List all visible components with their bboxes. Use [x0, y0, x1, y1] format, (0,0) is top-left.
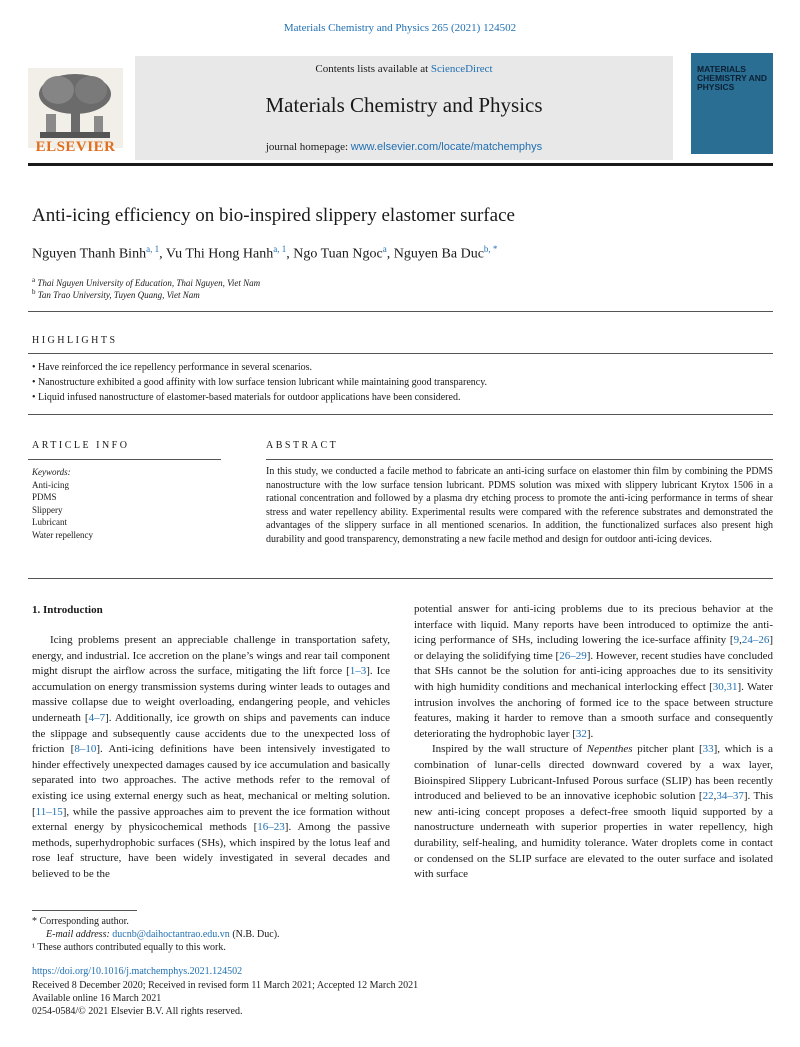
- abstract-text: In this study, we conducted a facile method to fabricate an anti-icing surface on elastomer thin film by combining the PDMS nanostructure with the low surface tension lubricant. PDMS solution was mixed with slippery lubricant Krytox 1506 in a rational concentration and followed by a plasma dry etching process to promote the anti-icing performance in terms of shear stress and water repellency ability. Experimental results were compared with the reference substrates and demonstrated the advantages of the slippery surface in all mentioned scenarios. In addition, the functionalized surfaces also present high durability and good transparency, demonstrating a new facile method and design for outdoor anti-icing devices.: [266, 466, 773, 545]
- article-title: Anti-icing efficiency on bio-inspired slippery elastomer surface: [32, 205, 515, 226]
- body-right-column: [414, 602, 773, 883]
- affiliation-key: b: [32, 288, 36, 296]
- affiliation-text: Tan Trao University, Tuyen Quang, Viet Nam: [37, 290, 200, 300]
- homepage-link[interactable]: www.elsevier.com/locate/matchemphys: [350, 141, 543, 153]
- affiliation-a: [32, 276, 260, 288]
- keyword: PDMS: [32, 492, 57, 503]
- affiliation-text: Thai Nguyen University of Education, Thai Nguyen, Viet Nam: [37, 278, 261, 288]
- author-affiliation-marker[interactable]: b, *: [483, 244, 498, 254]
- journal-title: Materials Chemistry and Physics: [265, 93, 543, 117]
- available-online: Available online 16 March 2021: [32, 993, 162, 1004]
- citation-link[interactable]: 1–3: [349, 665, 367, 678]
- citation-link[interactable]: 4–7: [88, 711, 106, 724]
- footnote-corresponding: * Corresponding author.: [32, 916, 129, 927]
- citation-link[interactable]: 24–26: [741, 634, 770, 647]
- citation-link[interactable]: 11–15: [35, 805, 63, 818]
- footnote-email: [46, 929, 280, 940]
- highlights-heading: HIGHLIGHTS: [32, 335, 118, 346]
- keyword: Water repellency: [32, 529, 93, 540]
- author-affiliation-marker[interactable]: a, 1: [146, 244, 160, 254]
- header-rule: [28, 163, 773, 166]
- sciencedirect-link[interactable]: ScienceDirect: [430, 63, 493, 75]
- elsevier-logo-text: ELSEVIER: [35, 139, 116, 155]
- citation-link[interactable]: 8–10: [74, 743, 97, 756]
- author-list: Nguyen Thanh Binh$^{a, 1}$, Vu Thi Hong Hanh$^{a, 1}$, Ngo Tuan Ngoc$^a$, Nguyen Ba Duc$^{b, *}$: [32, 244, 498, 262]
- keywords-list: [32, 466, 93, 542]
- footnote-equal-contribution: ¹ These authors contributed equally to this work.: [32, 942, 226, 953]
- italic-term: Nepenthes: [586, 743, 633, 756]
- citation-link[interactable]: 26–29: [559, 649, 587, 662]
- citation-link[interactable]: 16–23: [257, 821, 285, 834]
- divider: [266, 459, 773, 460]
- citation-link[interactable]: 33: [702, 743, 714, 756]
- journal-cover-thumbnail[interactable]: [691, 53, 773, 154]
- keywords-label: Keywords:: [32, 467, 71, 477]
- keyword: Anti-icing: [32, 479, 69, 490]
- citation-link[interactable]: 32: [575, 727, 587, 740]
- author-affiliation-marker[interactable]: a: [382, 244, 387, 254]
- divider: [28, 414, 773, 415]
- email-suffix: (N.B. Duc).: [229, 929, 280, 940]
- citation-link[interactable]: 22: [702, 790, 714, 803]
- body-left-column: Icing problems present an appreciable challenge in transportation safety, energy, and industrial. Ice accretion on the plane’s wings and rear tail component might disrupt the airflow across the surface, mitigating the lift force [1–3]. Ice accumulation on energy transmission systems during winter leads to outages and massive collapse due to weight overloading, endangering people, and vehicles underneath [4–7]. Additionally, ice growth on ships and pavements can induce the slippage and subsequently cause accidents due to the unexpected loss of friction [8–10]. Anti-icing definitions have been intensively investigated to hinder effectively unexpected damages caused by ice accumulation and basically separated into two approaches. The active methods refer to the removal of existing ice using external energy such as heat, mechanical or melting solution. [11–15], while the passive approaches aim to prevent the ice formation without external energy by physicochemical methods [16–23]. Among the passive methods, superhydrophobic surfaces (SHs), which inspired by the lotus leaf and rose leaf structure, have been widely investigated in several decades and believed to be the: [32, 634, 391, 880]
- highlight-item: • Have reinforced the ice repellency performance in several scenarios.: [32, 362, 313, 373]
- email-label: E-mail address:: [46, 929, 113, 940]
- contents-prefix: Contents lists available at: [315, 63, 431, 75]
- article-info-heading: ARTICLE INFO: [32, 440, 130, 451]
- highlight-item: • Liquid infused nanostructure of elastomer-based materials for outdoor applications have been considered.: [32, 392, 461, 403]
- author-name[interactable]: Nguyen Thanh Binh: [32, 246, 147, 262]
- divider: [28, 578, 773, 579]
- divider: [28, 459, 221, 460]
- received-dates: Received 8 December 2020; Received in revised form 11 March 2021; Accepted 12 March 2021: [32, 980, 419, 991]
- paragraph: Inspired by the wall structure of Nepenthes pitcher plant [33], which is a combination of lunar-cells directed downward covered by a wax layer, Bioinspired Slippery Lubricant-Infused Porous surface (SLIP) has been recently introduced and believed to be an innovative icephobic solution [22,34–37]. This new anti-icing concept proposes a defect-free smooth liquid supported by a nanostructure underneath with superior properties in water repellency, high durability, self-healing, and humidity tolerance. Water droplets come in contact or condensed on the SLIP surface are elevated to the outer surface and isolated with surface: [414, 743, 773, 881]
- highlight-item: • Nanostructure exhibited a good affinity with low surface tension lubricant while maintaining good transparency.: [32, 377, 488, 388]
- author-name[interactable]: Ngo Tuan Ngoc: [293, 246, 383, 262]
- copyright: 0254-0584/© 2021 Elsevier B.V. All rights reserved.: [32, 1006, 243, 1017]
- author-name[interactable]: Vu Thi Hong Hanh: [165, 246, 274, 262]
- homepage-prefix: journal homepage:: [265, 141, 351, 153]
- contents-line: [135, 63, 673, 75]
- author-name[interactable]: Nguyen Ba Duc: [393, 246, 484, 262]
- doi-link[interactable]: https://doi.org/10.1016/j.matchemphys.2021.124502: [32, 966, 243, 977]
- divider: [28, 353, 773, 354]
- paragraph: potential answer for anti-icing problems due to its precious behavior at the interface with liquid. Many reports have been introduced to optimize the anti-icing performance of SHs, including lowering the ice-surface affinity [9,24–26] or delaying the solidifying time [26–29]. However, recent studies have concluded that SHs cannot be the solution for anti-icing approaches due to its sensitivity with high humidity conditions and mechanical interlocking effect [30,31]. Water intrusion involves the anchoring of formed ice to the space between structure features, making it harder to remove than a smooth surface and consequently deteriorating the hydrophobic layer [32].: [414, 603, 774, 740]
- keyword: Lubricant: [32, 517, 67, 528]
- citation-link[interactable]: 34–37: [716, 790, 744, 803]
- citation-link[interactable]: 9: [733, 634, 740, 647]
- journal-reference[interactable]: Materials Chemistry and Physics 265 (2021) 124502: [283, 22, 517, 34]
- affiliation-key: a: [32, 276, 36, 284]
- homepage-line: [135, 141, 673, 153]
- footnote-rule: [32, 910, 137, 911]
- divider: [28, 311, 773, 312]
- citation-link[interactable]: 30,31: [712, 680, 738, 693]
- affiliation-b: [32, 288, 200, 300]
- author-affiliation-marker[interactable]: a, 1: [273, 244, 287, 254]
- email-link[interactable]: ducnb@daihoctantrao.edu.vn: [112, 929, 230, 940]
- keyword: Slippery: [32, 504, 63, 515]
- section-heading-introduction: 1. Introduction: [32, 604, 103, 616]
- cover-title: MATERIALS CHEMISTRY AND PHYSICS: [697, 64, 768, 92]
- abstract-heading: ABSTRACT: [266, 440, 339, 451]
